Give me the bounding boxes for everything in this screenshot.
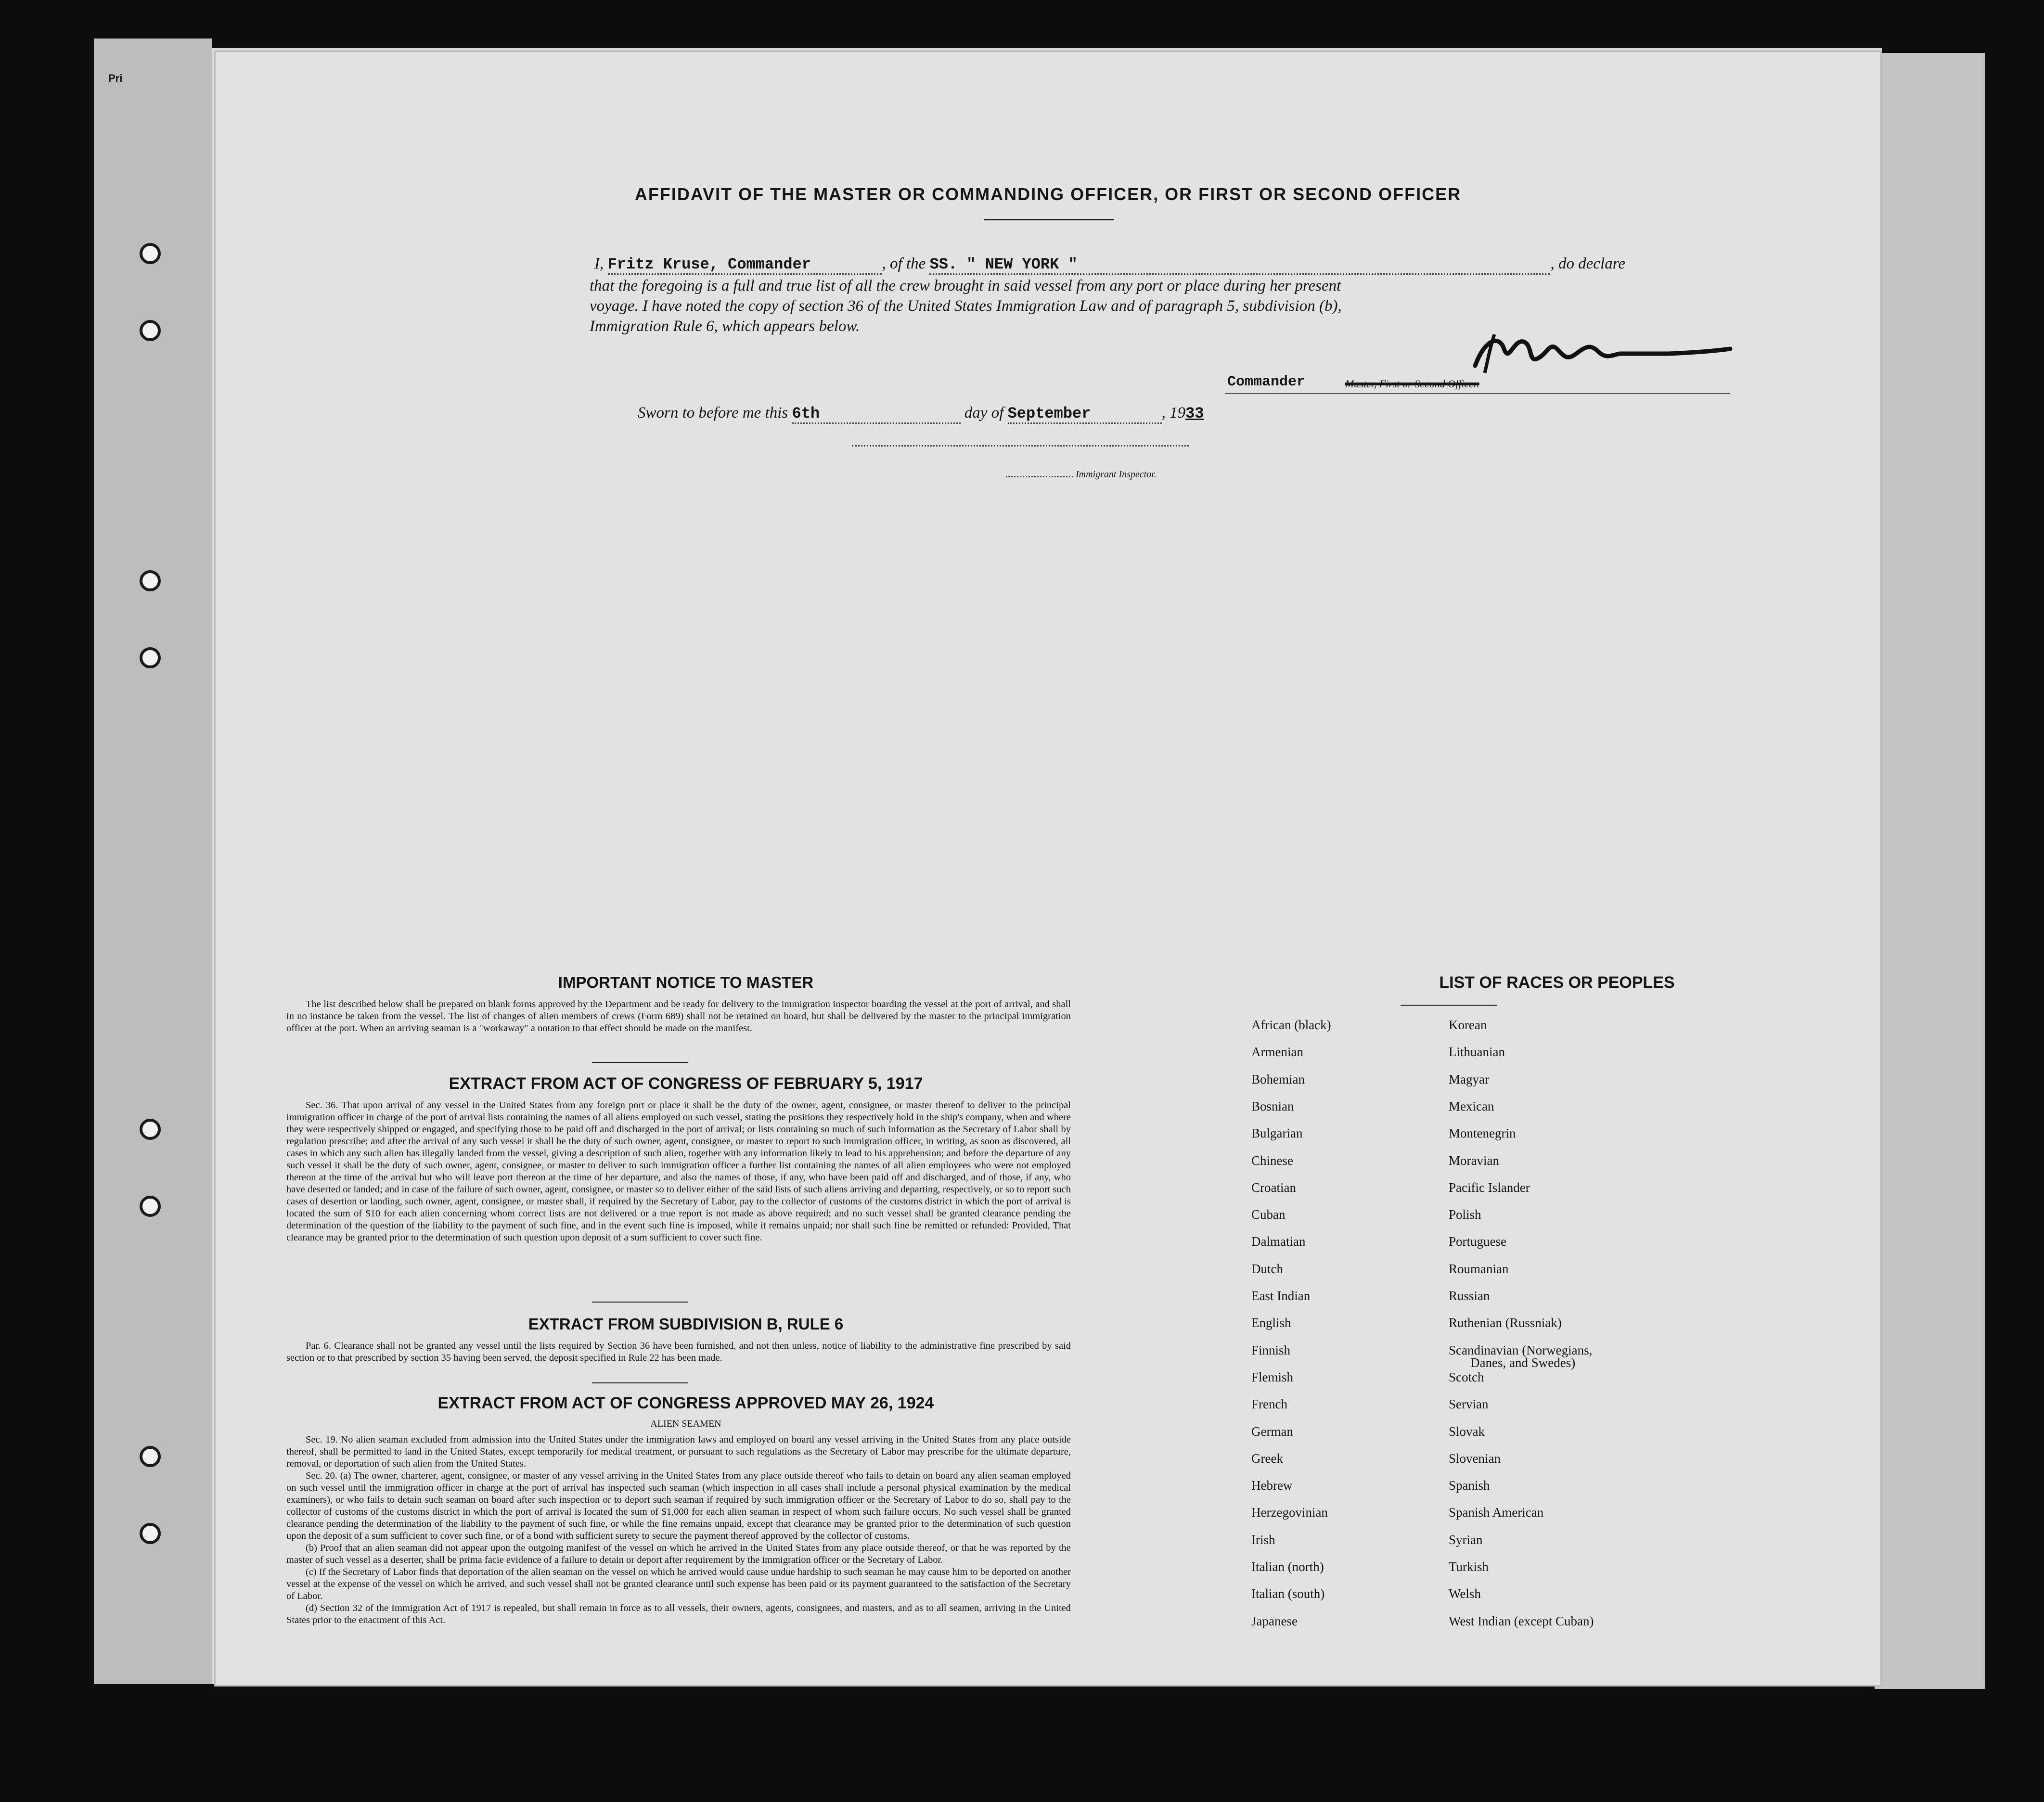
race-item: Bosnian bbox=[1251, 1099, 1294, 1113]
race-item: Polish bbox=[1449, 1207, 1481, 1222]
sworn-year: 33 bbox=[1185, 405, 1204, 422]
race-item: Slovak bbox=[1449, 1424, 1485, 1439]
race-item: Spanish bbox=[1449, 1478, 1490, 1493]
notice-title: IMPORTANT NOTICE TO MASTER bbox=[558, 973, 814, 991]
title-rule bbox=[984, 219, 1114, 220]
race-item: Herzegovinian bbox=[1251, 1505, 1328, 1520]
sec-20-a: Sec. 20. (a) The owner, charterer, agent, consignee, or master of any vessel arriving in the United States from any place outside thereof who fails to detain on board any alien seaman employed on such vessel until the immigration officer in charge at the port of arrival has inspected such seaman (which inspection in all cases shall include a personal physical examination by the medical examiners), or who fails to detain such seaman on board after such inspection or to deport such seaman if required by such immigration officer or the Secretary of Labor to do so, shall pay to the collector of customs of the customs district in which the port of arrival is located the sum of $1,000 for each alien seaman in respect of whom such failure occurs. No such vessel shall be granted clearance pending the determination of the liability to the payment of such fine, or while the fine remains unpaid, except that clearance may be granted prior to the determination of such question upon the deposit of a sum sufficient to cover such fine, or of a bond with sufficient surety to secure the payment thereof approved by the collector of customs. bbox=[286, 1470, 1071, 1541]
affidavit-title: AFFIDAVIT OF THE MASTER OR COMMANDING OFFICER, OR FIRST OR SECOND OFFICER bbox=[634, 184, 1462, 204]
race-item: Scotch bbox=[1449, 1369, 1484, 1384]
section-rule bbox=[592, 1302, 688, 1303]
race-item: Welsh bbox=[1449, 1586, 1481, 1601]
left-binding-strip bbox=[94, 38, 212, 1684]
race-item: Cuban bbox=[1251, 1207, 1286, 1222]
race-item: Syrian bbox=[1449, 1532, 1483, 1547]
vessel-name: SS. " NEW YORK " bbox=[929, 256, 1078, 273]
race-item: Dutch bbox=[1251, 1261, 1283, 1276]
race-item: Flemish bbox=[1251, 1369, 1294, 1384]
margin-fragment: Pri bbox=[108, 72, 123, 84]
binder-hole-icon bbox=[140, 1196, 161, 1217]
inspector-signature-line bbox=[852, 445, 1189, 447]
extract-1924-title: EXTRACT FROM ACT OF CONGRESS APPROVED MAY 26, 1924 bbox=[437, 1394, 934, 1412]
race-item: East Indian bbox=[1251, 1289, 1311, 1303]
race-item: Korean bbox=[1449, 1018, 1487, 1032]
race-item: Hebrew bbox=[1251, 1478, 1293, 1493]
sworn-line: Sworn to before me this 6th day of September , 1933 bbox=[638, 404, 1204, 424]
race-item: Mexican bbox=[1449, 1099, 1494, 1113]
sec-20-d: (d) Section 32 of the Immigration Act of 1917 is repealed, but shall remain in force as to all vessels, their owners, agents, consignees, and masters, and as to all seamen, arriving in the United States prior to the enactment of this Act. bbox=[286, 1603, 1071, 1625]
sworn-day: 6th bbox=[792, 405, 820, 422]
race-item: Scandinavian (Norwegians, bbox=[1449, 1342, 1593, 1357]
race-item: Finnish bbox=[1251, 1342, 1291, 1357]
race-item: Lithuanian bbox=[1449, 1045, 1505, 1060]
race-item: African (black) bbox=[1251, 1018, 1331, 1032]
declaration-line-1: I, Fritz Kruse, Commander , of the SS. " NEW YORK " , do declare bbox=[594, 255, 1625, 275]
sec-20-b: (b) Proof that an alien seaman did not appear upon the outgoing manifest of the vessel on which he arrived in the United States from any place outside thereof, or that he was reported by the master of such vessel as a deserter, shall be prima facie evidence of a failure to detain or deport after requirement by the immigration officer or the Secretary of Labor. bbox=[286, 1543, 1071, 1565]
races-rule bbox=[1401, 1005, 1497, 1006]
race-item: Armenian bbox=[1251, 1045, 1303, 1060]
officer-title: Commander bbox=[1227, 374, 1306, 390]
race-item: Roumanian bbox=[1449, 1261, 1509, 1276]
binder-hole-icon bbox=[140, 1119, 161, 1140]
extract-1917-title: EXTRACT FROM ACT OF CONGRESS OF FEBRUARY 5, 1917 bbox=[449, 1074, 923, 1093]
race-item: Irish bbox=[1251, 1532, 1275, 1547]
extract-1924-body bbox=[286, 1434, 1071, 1626]
sworn-month: September bbox=[1007, 405, 1091, 422]
binder-hole-icon bbox=[140, 320, 161, 341]
race-item: Servian bbox=[1449, 1397, 1489, 1412]
binder-hole-icon bbox=[140, 647, 161, 668]
race-item: Dalmatian bbox=[1251, 1234, 1306, 1249]
signature-line bbox=[1225, 393, 1730, 394]
sec-19: Sec. 19. No alien seaman excluded from admission into the United States under the immigration laws and employed on board any vessel arriving in the United States from any place outside thereof, shall be permitted to land in the United States, except temporarily for medical treatment, or pursuant to such regulations as the Secretary of Labor may prescribe for the ultimate departure, removal, or deportation of such alien from the United States. bbox=[286, 1434, 1071, 1469]
race-item: Pacific Islander bbox=[1449, 1180, 1530, 1195]
race-item: Slovenian bbox=[1449, 1451, 1501, 1466]
race-item: Greek bbox=[1251, 1451, 1283, 1466]
extract-1917-body: Sec. 36. That upon arrival of any vessel in the United States from any foreign port or place it shall be the duty of the owner, agent, consignee, or master thereof to deliver to the principal immigration officer in charge of the port of arrival lists containing the names of all aliens employed on such vessel, stating the positions they respectively hold in the ship's company, when and where they were respectively shipped or engaged, and specifying those to be paid off and discharged in the port of arrival; or lists containing so much of such information as the Secretary of Labor shall by regulation prescribe; and after the arrival of any such vessel it shall be the duty of such owner, agent, consignee, or master to report to such immigration officer, in writing, as soon as discovered, all cases in which any such alien has illegally landed from the vessel, giving a description of such alien, together with any information likely to lead to his apprehension; and before the departure of any such vessel it shall be the duty of such owner, agent, consignee, or master to deliver to such immigration officer a further list containing the names of all alien employees who were not employed thereon at the time of the arrival but who will leave port thereon at the time of her departure, and also the names of those, if any, who have been paid off and discharged, and of those, if any, who have deserted or landed; and in case of the failure of such owner, agent, consignee, or master so to deliver either of the said lists of such aliens arriving and departing, respectively, or so to report such cases of desertion or landing, such owner, agent, consignee, or master shall, if required by the Secretary of Labor, pay to the collector of customs of the customs district in which the port of arrival is located the sum of $10 for each alien concerning whom correct lists are not delivered or a true report is not made as above required; and no such vessel shall be granted clearance pending the determination of the question of the liability to the payment of such fine, and in the event such fine is imposed, while it remains unpaid; nor shall such fine be remitted or refunded: Provided, That clearance may be granted prior to the determination of such question upon deposit of a sum sufficient to cover such fine. bbox=[286, 1100, 1071, 1243]
race-item: Turkish bbox=[1449, 1559, 1489, 1574]
race-item: Italian (north) bbox=[1251, 1559, 1324, 1574]
race-item: Croatian bbox=[1251, 1180, 1296, 1195]
commander-name: Fritz Kruse, Commander bbox=[607, 256, 811, 273]
races-title: LIST OF RACES OR PEOPLES bbox=[1439, 973, 1675, 992]
race-item: Montenegrin bbox=[1449, 1126, 1516, 1141]
section-rule bbox=[592, 1382, 688, 1383]
race-item: Bulgarian bbox=[1251, 1126, 1303, 1141]
binder-hole-icon bbox=[140, 570, 161, 591]
race-item: Bohemian bbox=[1251, 1072, 1305, 1086]
officer-title-printed: Master, First or Second Officer. bbox=[1345, 378, 1479, 390]
race-item: Italian (south) bbox=[1251, 1586, 1325, 1601]
extract-1924-subtitle: ALIEN SEAMEN bbox=[650, 1419, 721, 1429]
race-item: Ruthenian (Russniak) bbox=[1449, 1316, 1562, 1330]
race-item: English bbox=[1251, 1316, 1291, 1330]
notice-body: The list described below shall be prepared on blank forms approved by the Department and be ready for delivery to the immigration inspector boarding the vessel at the port of arrival, and shall in no instance be taken from the vessel. The list of changes of alien members of crews (Form 689) shall not be retained on board, but shall be delivered by the master to the principal immigration officer at the port. When an arriving seaman is a "workaway" a notation to that effect should be made on the manifest. bbox=[286, 999, 1071, 1034]
race-item: German bbox=[1251, 1424, 1293, 1439]
race-item: Spanish American bbox=[1449, 1505, 1544, 1520]
section-rule bbox=[592, 1062, 688, 1063]
race-item-continuation: Danes, and Swedes) bbox=[1470, 1355, 1576, 1370]
commander-signature bbox=[1466, 320, 1735, 383]
manifest-page bbox=[214, 51, 1882, 1687]
sec-20-c: (c) If the Secretary of Labor finds that deportation of the alien seaman on the vessel on which he arrived would cause undue hardship to such seaman he may cause him to be deported on another vessel at the expense of the vessel on which he arrived, and such vessel shall not be granted clearance until such expense has been paid or its payment guaranteed to the satisfaction of the Secretary of Labor. bbox=[286, 1567, 1071, 1601]
inspector-label-line: Immigrant Inspector. bbox=[1006, 469, 1157, 480]
race-item: Portuguese bbox=[1449, 1234, 1506, 1249]
race-item: French bbox=[1251, 1397, 1287, 1412]
rule6-body: Par. 6. Clearance shall not be granted any vessel until the lists required by Section 36 have been furnished, and not then unless, notice of liability to the administrative fine prescribed by said section or to that prescribed by section 35 having been served, the deposit specified in Rule 22 has been made. bbox=[286, 1341, 1071, 1363]
binder-hole-icon bbox=[140, 1523, 161, 1544]
race-item: Japanese bbox=[1251, 1613, 1298, 1628]
race-item: Chinese bbox=[1251, 1153, 1293, 1168]
binder-hole-icon bbox=[140, 243, 161, 264]
race-item: Moravian bbox=[1449, 1153, 1499, 1168]
race-item: West Indian (except Cuban) bbox=[1449, 1613, 1594, 1628]
race-item: Magyar bbox=[1449, 1072, 1489, 1086]
binder-hole-icon bbox=[140, 1446, 161, 1467]
declaration-body: that the foregoing is a full and true list of all the crew brought in said vessel from any port or place during her present voyage. I have noted the copy of section 36 of the United States Immigration Law and of paragraph 5, subdivision (b), Immigration Rule 6, which appears below. bbox=[590, 277, 1342, 335]
right-binding-strip bbox=[1875, 53, 1985, 1689]
race-item: Russian bbox=[1449, 1289, 1490, 1303]
rule6-title: EXTRACT FROM SUBDIVISION B, RULE 6 bbox=[528, 1315, 844, 1333]
